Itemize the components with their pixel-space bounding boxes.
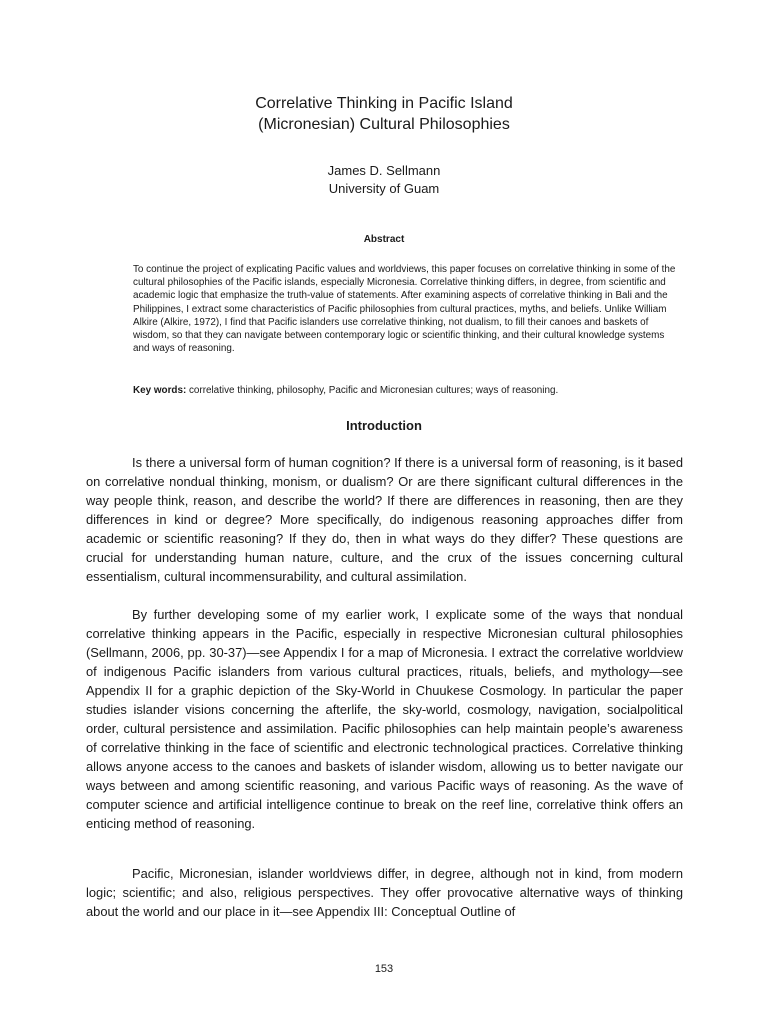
- keywords: [133, 384, 682, 397]
- author-name: James D. Sellmann: [327, 163, 441, 178]
- abstract-body: To continue the project of explicating Pacific values and worldviews, this paper focuses on correlative thinking in some of the cultural philosophies of the Pacific islands, especially Micronesia. Correlative thinking differs, in degree, from scientific and academic logic that emphasize the truth-value of statements. After examining aspects of correlative thinking in Bali and the Philippines, I extract some characteristics of Pacific philosophies from cultural practices, myths, and beliefs. Unlike William Alkire (Alkire, 1972), I find that Pacific islanders use correlative thinking, not dualism, to fill their canoes and baskets of wisdom, so that they can navigate between contemporary logic or scientific thinking, and their cultural knowledge systems and ways of reasoning.: [133, 264, 676, 355]
- title-line-1: Correlative Thinking in Pacific Island: [255, 95, 513, 112]
- introduction-heading: Introduction: [346, 418, 422, 433]
- abstract-heading: Abstract: [363, 234, 405, 245]
- author-block: [0, 162, 768, 198]
- body-paragraph-1: Is there a universal form of human cognition? If there is a universal form of reasoning, is it based on correlative nondual thinking, monism, or dualism? Or are there significant cultural differences in the way people think, reason, and describe the world? If there are differences in reasoning, then are they differences in kind or degree? More specifically, do indigenous reasoning approaches differ from academic or scientific reasoning? If they do, then in what ways do they differ? These questions are crucial for understanding human nature, culture, and the crux of the issues concerning cultural essentialism, cultural incommensurability, and cultural assimilation.: [86, 455, 683, 584]
- body-paragraph-2: By further developing some of my earlier work, I explicate some of the ways that nondual correlative thinking appears in the Pacific, especially in respective Micronesian cultural philosophies (Sellmann, 2006, pp. 30-37)—see Appendix I for a map of Micronesia. I extract the correlative worldview of indigenous Pacific islanders from various cultural practices, rituals, beliefs, and mythology—see Appendix II for a graphic depiction of the Sky-World in Chuukese Cosmology. In particular the paper studies islander visions concerning the afterlife, the sky-world, cosmology, navigation, socialpolitical order, cultural persistence and assimilation. Pacific philosophies can help maintain people’s awareness of correlative thinking in the face of scientific and electronic technological practices. Correlative thinking allows anyone access to the canoes and baskets of islander wisdom, allowing us to better navigate our ways between and among scientific reasoning, and various Pacific ways of reasoning. As the wave of computer science and artificial intelligence continue to break on the reef line, correlative think offers an enticing method of reasoning.: [86, 607, 683, 831]
- paper-title: [0, 93, 768, 135]
- keywords-label: Key words:: [133, 385, 187, 396]
- title-line-2: (Micronesian) Cultural Philosophies: [258, 116, 510, 133]
- body-paragraph-3: Pacific, Micronesian, islander worldviews differ, in degree, although not in kind, from modern logic; scientific; and also, religious perspectives. They offer provocative alternative ways of thinking about the world and our place in it—see Appendix III: Conceptual Outline of: [86, 866, 683, 919]
- author-affiliation: University of Guam: [328, 181, 440, 196]
- keywords-text: correlative thinking, philosophy, Pacific and Micronesian cultures; ways of reasoning.: [186, 385, 559, 396]
- page-number: 153: [374, 963, 394, 975]
